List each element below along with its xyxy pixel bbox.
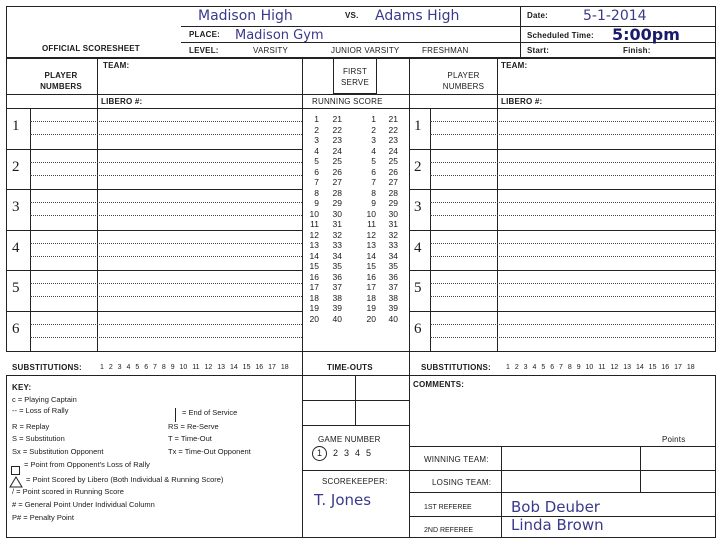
game-number-option[interactable]: 4 (355, 448, 361, 458)
key-item: Tx = Time-Out Opponent (168, 447, 251, 456)
left-row-number: 3 (12, 199, 20, 216)
away-team-name: Adams High (375, 8, 460, 24)
running-score-cell[interactable]: 23 (388, 135, 398, 145)
first-referee-value: Bob Deuber (511, 498, 600, 516)
place-value: Madison Gym (235, 28, 324, 43)
running-score-cell[interactable]: 19 (366, 303, 376, 313)
key-item: R = Replay (12, 422, 50, 431)
game-number-label: GAME NUMBER (318, 435, 381, 444)
running-score-cell[interactable]: 40 (332, 313, 342, 324)
running-score-cell[interactable]: 21 (332, 114, 342, 124)
running-score-cell[interactable]: 25 (388, 156, 398, 166)
running-score-cell[interactable]: 4 (371, 145, 376, 156)
left-row-number: 1 (12, 118, 20, 134)
date-value: 5-1-2014 (583, 8, 647, 24)
square-symbol-icon (11, 466, 20, 475)
vs-label: VS. (345, 11, 359, 20)
place-label: PLACE: (189, 30, 220, 39)
points-label: Points (662, 435, 686, 444)
running-score-cell[interactable]: 29 (332, 198, 342, 208)
running-score-cell[interactable]: 14 (366, 250, 376, 261)
winning-team-label: WINNING TEAM: (424, 455, 489, 464)
losing-team-label: LOSING TEAM: (432, 478, 492, 487)
end-of-service-symbol-icon (175, 408, 176, 422)
running-score-cell[interactable]: 7 (371, 177, 376, 187)
key-item: = Point Scored by Libero (Both Individual & Running Score) (26, 475, 224, 484)
running-score-cell[interactable]: 31 (388, 219, 398, 229)
running-score-cell[interactable]: 4 (314, 145, 319, 156)
finish-label: Finish: (623, 46, 651, 55)
running-score-cell[interactable]: 12 (366, 229, 376, 240)
left-substitutions-label: SUBSTITUTIONS: (12, 363, 82, 372)
left-team-label: TEAM: (103, 61, 130, 70)
running-score-cell[interactable]: 21 (388, 114, 398, 124)
running-score-cell[interactable]: 8 (371, 187, 376, 198)
left-row-number: 2 (12, 158, 20, 175)
left-libero-label: LIBERO #: (101, 97, 143, 106)
level-label: LEVEL: (189, 46, 219, 55)
form-title: OFFICIAL SCORESHEET (42, 44, 140, 53)
key-item: Sx = Substitution Opponent (12, 447, 104, 456)
running-score-col-3 (362, 114, 376, 324)
left-row-number: 5 (12, 280, 20, 297)
running-score-cell[interactable]: 33 (332, 240, 342, 250)
running-score-cell[interactable]: 36 (332, 271, 342, 282)
running-score-label: RUNNING SCORE (312, 97, 383, 106)
running-score-cell[interactable]: 27 (332, 177, 342, 187)
key-item: P# = Penalty Point (12, 513, 74, 522)
right-row-number: 5 (414, 280, 422, 297)
running-score-cell[interactable]: 12 (309, 229, 319, 240)
game-number-option[interactable]: 2 (333, 448, 339, 458)
scorekeeper-label: SCOREKEEPER: (322, 477, 388, 486)
running-score-cell[interactable]: 23 (332, 135, 342, 145)
running-score-cell[interactable]: 11 (367, 219, 376, 229)
running-score-cell[interactable]: 5 (371, 156, 376, 166)
left-row-number: 4 (12, 239, 20, 256)
running-score-cell[interactable]: 31 (332, 219, 342, 229)
running-score-cell[interactable]: 30 (388, 208, 398, 219)
right-substitution-numbers: 1 2 3 4 5 6 7 8 9 10 11 12 13 14 15 16 17 18 (506, 364, 695, 371)
date-label: Date: (527, 11, 549, 20)
running-score-cell[interactable]: 16 (366, 271, 376, 282)
running-score-cell[interactable]: 1 (314, 114, 319, 124)
running-score-cell[interactable]: 22 (388, 124, 398, 135)
running-score-cell[interactable]: 3 (314, 135, 319, 145)
running-score-cell[interactable]: 25 (332, 156, 342, 166)
running-score-cell[interactable]: 13 (366, 240, 376, 250)
running-score-col-4 (382, 114, 398, 324)
game-number-options (312, 446, 377, 461)
right-row-number: 2 (414, 158, 422, 175)
running-score-cell[interactable]: 20 (366, 313, 376, 324)
level-junior-varsity: JUNIOR VARSITY (331, 46, 400, 55)
running-score-cell[interactable]: 2 (371, 124, 376, 135)
key-title: KEY: (12, 383, 32, 392)
running-score-cell[interactable]: 10 (366, 208, 376, 219)
running-score-cell[interactable]: 34 (388, 250, 398, 261)
running-score-cell[interactable]: 20 (309, 313, 319, 324)
running-score-cell[interactable]: 32 (332, 229, 342, 240)
game-number-option[interactable]: 5 (366, 448, 372, 458)
home-team-name: Madison High (198, 8, 293, 24)
key-item: RS = Re-Serve (168, 422, 219, 431)
running-score-cell[interactable]: 11 (310, 219, 319, 229)
key-item: / = Point scored in Running Score (12, 487, 124, 496)
running-score-cell[interactable]: 17 (309, 282, 319, 292)
running-score-cell[interactable]: 38 (332, 292, 342, 303)
key-item: T = Time-Out (168, 434, 212, 443)
running-score-cell[interactable]: 24 (332, 145, 342, 156)
running-score-cell[interactable]: 17 (366, 282, 376, 292)
timeouts-label: TIME-OUTS (327, 363, 373, 372)
key-item: # = General Point Under Individual Column (12, 500, 155, 509)
running-score-cell[interactable]: 40 (388, 313, 398, 324)
running-score-cell[interactable]: 30 (332, 208, 342, 219)
running-score-cell[interactable]: 1 (371, 114, 376, 124)
running-score-cell[interactable]: 22 (332, 124, 342, 135)
running-score-cell[interactable]: 34 (332, 250, 342, 261)
running-score-cell[interactable]: 15 (366, 261, 376, 271)
running-score-cell[interactable]: 15 (309, 261, 319, 271)
key-item: = Point from Opponent's Loss of Rally (24, 460, 150, 469)
running-score-cell[interactable]: 39 (332, 303, 342, 313)
key-item: = End of Service (182, 408, 238, 417)
key-item: c = Playing Captain (12, 395, 77, 404)
running-score-cell[interactable]: 35 (332, 261, 342, 271)
running-score-cell[interactable]: 27 (388, 177, 398, 187)
left-substitution-numbers: 1 2 3 4 5 6 7 8 9 10 11 12 13 14 15 16 17 18 (100, 364, 289, 371)
running-score-col-1 (304, 114, 319, 324)
running-score-cell[interactable]: 39 (388, 303, 398, 313)
right-team-label: TEAM: (501, 61, 528, 70)
running-score-cell[interactable]: 8 (314, 187, 319, 198)
right-row-number: 4 (414, 239, 422, 256)
running-score-cell[interactable]: 37 (388, 282, 398, 292)
running-score-cell[interactable]: 2 (314, 124, 319, 135)
right-row-number: 3 (414, 199, 422, 216)
running-score-cell[interactable]: 6 (371, 166, 376, 177)
running-score-cell[interactable]: 9 (371, 198, 376, 208)
running-score-cell[interactable]: 7 (314, 177, 319, 187)
running-score-cell[interactable]: 26 (332, 166, 342, 177)
first-referee-label: 1ST REFEREE (424, 504, 472, 511)
game-number-option[interactable]: 1 (312, 446, 327, 461)
running-score-cell[interactable]: 3 (371, 135, 376, 145)
scorekeeper-value: T. Jones (314, 491, 372, 509)
right-libero-label: LIBERO #: (501, 97, 543, 106)
running-score-cell[interactable]: 38 (388, 292, 398, 303)
running-score-cell[interactable]: 18 (309, 292, 319, 303)
running-score-cell[interactable]: 10 (309, 208, 319, 219)
running-score-cell[interactable]: 29 (388, 198, 398, 208)
running-score-cell[interactable]: 16 (309, 271, 319, 282)
running-score-cell[interactable]: 24 (388, 145, 398, 156)
level-varsity: VARSITY (253, 46, 289, 55)
running-score-cell[interactable]: 28 (388, 187, 398, 198)
running-score-col-2 (326, 114, 342, 324)
scheduled-time-label: Scheduled Time: (527, 31, 594, 40)
running-score-cell[interactable]: 5 (314, 156, 319, 166)
right-row-number: 1 (414, 118, 422, 134)
running-score-cell[interactable]: 18 (366, 292, 376, 303)
running-score-cell[interactable]: 19 (309, 303, 319, 313)
key-item: S = Substitution (12, 434, 65, 443)
running-score-cell[interactable]: 14 (309, 250, 319, 261)
running-score-cell[interactable]: 26 (388, 166, 398, 177)
second-referee-label: 2ND REFEREE (424, 527, 474, 534)
first-serve-label: FIRST SERVE (341, 67, 369, 87)
left-row-number: 6 (12, 321, 20, 337)
running-score-cell[interactable]: 9 (314, 198, 319, 208)
running-score-cell[interactable]: 6 (314, 166, 319, 177)
running-score-cell[interactable]: 28 (332, 187, 342, 198)
game-number-option[interactable]: 3 (344, 448, 350, 458)
triangle-outline-icon (9, 476, 23, 488)
second-referee-value: Linda Brown (511, 516, 604, 534)
running-score-cell[interactable]: 13 (309, 240, 319, 250)
comments-label: COMMENTS: (413, 380, 465, 389)
right-substitutions-label: SUBSTITUTIONS: (421, 363, 491, 372)
right-player-numbers-label: PLAYER NUMBERS (442, 71, 485, 91)
scheduled-time-value: 5:00pm (612, 25, 680, 44)
running-score-cell[interactable]: 37 (332, 282, 342, 292)
level-freshman: FRESHMAN (422, 46, 469, 55)
left-player-numbers-label: PLAYER NUMBERS (40, 71, 82, 91)
key-item: -- = Loss of Rally (12, 406, 69, 415)
running-score-cell[interactable]: 35 (388, 261, 398, 271)
running-score-cell[interactable]: 32 (388, 229, 398, 240)
start-label: Start: (527, 46, 550, 55)
running-score-cell[interactable]: 33 (388, 240, 398, 250)
running-score-cell[interactable]: 36 (388, 271, 398, 282)
right-row-number: 6 (414, 321, 422, 337)
